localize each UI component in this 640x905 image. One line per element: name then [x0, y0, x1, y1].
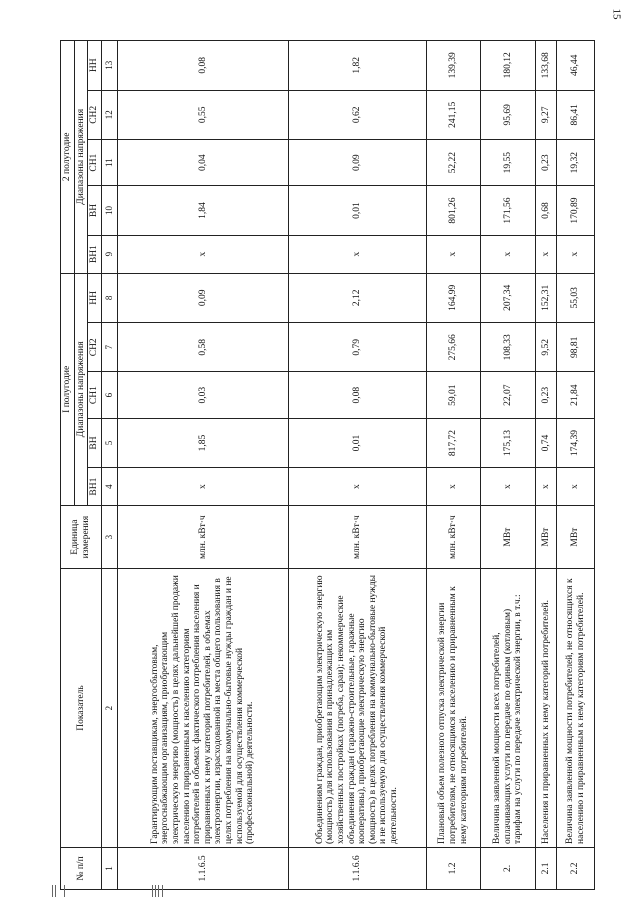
row-value: х — [288, 468, 426, 506]
row-value: х — [557, 235, 595, 273]
row-value: 0,08 — [117, 41, 288, 91]
row-indicator: Населения и приравненных к нему категорий потребителей. — [535, 569, 556, 848]
table-body — [117, 41, 594, 890]
row-value: 164,99 — [426, 273, 481, 322]
row-value: 19,32 — [557, 140, 595, 186]
row-unit: млн. кВт·ч — [426, 506, 481, 569]
row-value: 0,09 — [288, 140, 426, 186]
row-value: 1,82 — [288, 41, 426, 91]
row-value: 0,09 — [117, 273, 288, 322]
header-unit: Единица измерения — [61, 506, 102, 569]
column-number: 4 — [101, 468, 117, 506]
rotated-table-container — [60, 40, 595, 890]
column-number: 7 — [101, 323, 117, 372]
row-value: 801,26 — [426, 186, 481, 235]
row-value: х — [288, 235, 426, 273]
row-value: 139,39 — [426, 41, 481, 91]
header-level: ВН1 — [88, 235, 102, 273]
header-level: СН2 — [88, 90, 102, 139]
column-number: 8 — [101, 273, 117, 322]
row-value: х — [117, 468, 288, 506]
row-indicator: Гарантирующим поставщикам, энергосбытовым, энергоснабжающим организациям, приобретающим электрическую энергию (мощность) в целях дальнейшей продажи населению и приравненным к населению категориям потребителей в объемах фактического потребления населения и приравненных к нему категорий потребителей, в объемах электроэнергии, израсходованной на места общего пользования в целях потребления на коммунально-бытовые нужды граждан и не используемой для осуществления коммерческой (профессиональной) деятельности. — [117, 569, 288, 848]
table-row — [481, 41, 536, 890]
header-level: ВН1 — [88, 468, 102, 506]
row-number: 1.1.6.6 — [288, 847, 426, 889]
row-value: 0,08 — [288, 372, 426, 418]
row-value: 133,68 — [535, 41, 556, 91]
header-level: СН1 — [88, 372, 102, 418]
row-value: 241,15 — [426, 90, 481, 139]
row-value: х — [557, 468, 595, 506]
row-value: 95,69 — [481, 90, 536, 139]
row-unit: МВт — [481, 506, 536, 569]
row-number: 2.2 — [557, 847, 595, 889]
row-value: 175,13 — [481, 418, 536, 467]
column-number: 5 — [101, 418, 117, 467]
row-value: 0,23 — [535, 372, 556, 418]
row-value: 19,55 — [481, 140, 536, 186]
row-number: 1.2 — [426, 847, 481, 889]
row-value: 59,01 — [426, 372, 481, 418]
row-value: 21,84 — [557, 372, 595, 418]
table-row — [557, 41, 595, 890]
row-value: 55,03 — [557, 273, 595, 322]
header-half1: I полугодие — [61, 273, 75, 505]
row-value: х — [117, 235, 288, 273]
row-indicator: Величина заявленной мощности потребителей, не относящихся к населению и приравненным к нему категориям потребителей. — [557, 569, 595, 848]
tariff-volume-table — [60, 40, 595, 890]
row-value: 0,74 — [535, 418, 556, 467]
row-value: 0,01 — [288, 418, 426, 467]
row-value: х — [535, 235, 556, 273]
column-number: 9 — [101, 235, 117, 273]
column-number: 3 — [101, 506, 117, 569]
row-unit: млн. кВт·ч — [288, 506, 426, 569]
header-ranges-half2: Диапазоны напряжения — [74, 41, 88, 274]
row-value: 0,01 — [288, 186, 426, 235]
column-number: 10 — [101, 186, 117, 235]
row-unit: МВт — [535, 506, 556, 569]
column-number: 13 — [101, 41, 117, 91]
header-half2: 2 полугодие — [61, 41, 75, 274]
table-row — [288, 41, 426, 890]
table-row — [426, 41, 481, 890]
header-level: НН — [88, 41, 102, 91]
header-level: СН2 — [88, 323, 102, 372]
row-value: 86,41 — [557, 90, 595, 139]
row-unit: млн. кВт·ч — [117, 506, 288, 569]
row-value: 0,23 — [535, 140, 556, 186]
table-row — [535, 41, 556, 890]
row-value: 171,56 — [481, 186, 536, 235]
row-value: 180,12 — [481, 41, 536, 91]
header-level: ВН — [88, 418, 102, 467]
row-value: х — [481, 468, 536, 506]
header-indicator: Показатель — [61, 569, 102, 848]
column-number: 11 — [101, 140, 117, 186]
row-value: 0,04 — [117, 140, 288, 186]
row-value: 0,79 — [288, 323, 426, 372]
header-level: НН — [88, 273, 102, 322]
row-value: 46,44 — [557, 41, 595, 91]
row-value: 9,52 — [535, 323, 556, 372]
row-value: 2,12 — [288, 273, 426, 322]
row-indicator: Объединениям граждан, приобретающим электрическую энергию (мощность) для использования в принадлежащих им хозяйственных постройках (погреба, сараи); некоммерческие объединения граждан (гаражно-строительные, гаражные кооперативы), приобретающие электрическую энергию (мощность) в целях потребления на коммунально-бытовые нужды и не используемую для осуществления коммерческой деятельности. — [288, 569, 426, 848]
row-indicator: Величина заявленной мощности всех потребителей, оплачивающих услуги по передаче по единым (котловым) тарифам на услуги по передаче электрической энергии, в т.ч.: — [481, 569, 536, 848]
row-value: 108,33 — [481, 323, 536, 372]
row-value: 0,68 — [535, 186, 556, 235]
row-value: 52,22 — [426, 140, 481, 186]
row-number: 2. — [481, 847, 536, 889]
header-ranges-half1: Диапазоны напряжения — [74, 273, 88, 505]
row-value: 275,66 — [426, 323, 481, 372]
row-indicator: Плановый объем полезного отпуска электрической энергии потребителям, не относящимся к населению и приравненным к нему категориям потребителей. — [426, 569, 481, 848]
row-value: 1,84 — [117, 186, 288, 235]
row-value: 9,27 — [535, 90, 556, 139]
table-row — [117, 41, 288, 890]
row-value: 0,62 — [288, 90, 426, 139]
header-level: ВН — [88, 186, 102, 235]
page-number: 15 — [610, 8, 623, 20]
header-num: № п/п — [61, 847, 102, 889]
row-value: 98,81 — [557, 323, 595, 372]
row-value: х — [535, 468, 556, 506]
header-level: СН1 — [88, 140, 102, 186]
scan-marks — [52, 881, 192, 897]
row-number: 1.1.6.5 — [117, 847, 288, 889]
row-value: 0,03 — [117, 372, 288, 418]
column-number: 1 — [101, 847, 117, 889]
row-unit: МВт — [557, 506, 595, 569]
row-value: 0,55 — [117, 90, 288, 139]
column-number: 6 — [101, 372, 117, 418]
row-value: 22,07 — [481, 372, 536, 418]
row-value: х — [426, 468, 481, 506]
row-value: 174,39 — [557, 418, 595, 467]
row-value: 817,72 — [426, 418, 481, 467]
row-value: 0,58 — [117, 323, 288, 372]
column-number: 2 — [101, 569, 117, 848]
row-value: 152,31 — [535, 273, 556, 322]
row-value: 1,85 — [117, 418, 288, 467]
row-number: 2.1 — [535, 847, 556, 889]
row-value: 170,89 — [557, 186, 595, 235]
row-value: х — [426, 235, 481, 273]
row-value: х — [481, 235, 536, 273]
row-value: 207,34 — [481, 273, 536, 322]
column-number: 12 — [101, 90, 117, 139]
